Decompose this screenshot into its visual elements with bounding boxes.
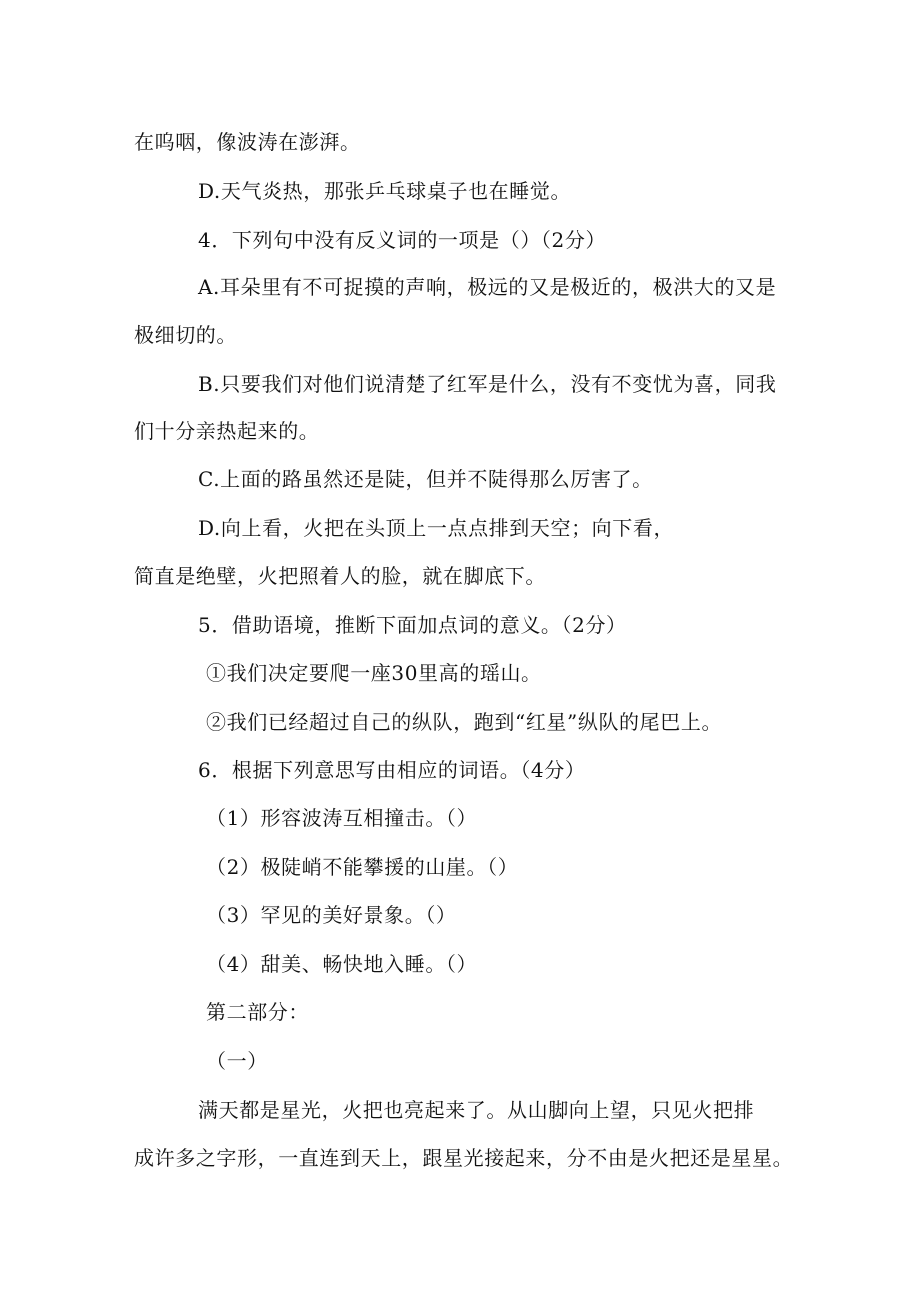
passage-line: 满天都是星光，火把也亮起来了。从山脚向上望，只见火把排 <box>198 1098 755 1122</box>
item-6-4: （4）甜美、畅快地入睡。（） <box>206 952 478 976</box>
option-a-q4: A.耳朵里有不可捉摸的声响，极远的又是极近的，极洪大的又是 <box>198 275 777 299</box>
text-line: 简直是绝壁，火把照着人的脸，就在脚底下。 <box>134 564 546 588</box>
question-6: 6．根据下列意思写由相应的词语。（4分） <box>198 758 586 782</box>
subsection-heading: （一） <box>206 1049 268 1073</box>
text-line: 在呜咽，像波涛在澎湃。 <box>134 130 361 154</box>
item-6-2: （2）极陡峭不能攀援的山崖。（） <box>206 855 519 879</box>
option-d-q3: D.天气炎热，那张乒乓球桌子也在睡觉。 <box>198 179 572 203</box>
text-line: 极细切的。 <box>134 323 237 347</box>
item-5-1: ①我们决定要爬一座30里高的瑶山。 <box>206 661 542 685</box>
option-c-q4: C.上面的路虽然还是陡，但并不陡得那么厉害了。 <box>198 467 653 491</box>
item-6-3: （3）罕见的美好景象。（） <box>206 903 457 927</box>
option-b-q4: B.只要我们对他们说清楚了红军是什么，没有不变忧为喜，同我 <box>198 372 777 396</box>
option-d-q4: D.向上看，火把在头顶上一点点排到天空；向下看， <box>198 516 675 540</box>
passage-line: 成许多之字形，一直连到天上，跟星光接起来，分不由是火把还是星星。 <box>134 1146 794 1170</box>
item-5-2: ②我们已经超过自己的纵队，跑到“红星”纵队的尾巴上。 <box>206 710 723 734</box>
question-4: 4．下列句中没有反义词的一项是（）（2分） <box>198 228 607 252</box>
section-heading: 第二部分： <box>206 1000 309 1024</box>
text-line: 们十分亲热起来的。 <box>134 419 320 443</box>
question-5: 5．借助语境，推断下面加点词的意义。（2分） <box>198 613 627 637</box>
item-6-1: （1）形容波涛互相撞击。（） <box>206 806 478 830</box>
